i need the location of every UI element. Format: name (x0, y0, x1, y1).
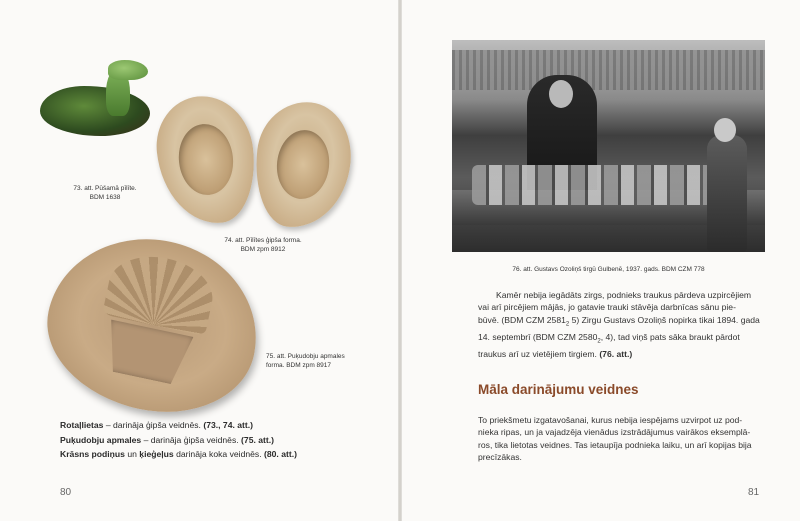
market-photo (452, 40, 765, 252)
caption-fig73: 73. att. Pūšamā pīlīte. BDM 1638 (73, 185, 137, 201)
list-item: Rotaļlietas – darināja ģipša veidnēs. (73., 74. att.) (60, 420, 253, 430)
caption-fig74: 74. att. Pīlītes ģipša forma. BDM zpm 8912 (224, 237, 302, 253)
page-number-right: 81 (748, 487, 760, 498)
caption-fig76: 76. att. Gustavs Ozoliņš tirgū Gulbenē, 1937. gads. BDM CZM 778 (512, 266, 705, 273)
paragraph-sales: Kamēr nebija iegādāts zirgs, podnieks traukus pārdeva uzpircējiem vai arī pircējiem mājās, jo gatavie trauki stāvēja darbnīcas sānu pie- būvē. (BDM CZM $2581_2$ 5) Zirgu Gustavs Ozoliņš nopirka tikai 1894. gada 14. septembrī (BDM CZM $2580_2$, 4), tad viņš pats sāka braukt pārdot traukus arī uz vietējiem tirgiem. (76. att.) (478, 290, 760, 360)
paragraph-molds: To priekšmetu izgatavošanai, kurus nebija iespējams uzvirpot uz pod- nieka ripas, un ja vajadzēja vienādus izstrādājumus vairākos eksemplā- ros, tika lietotas veidnes. Tas ietaupīja podnieka laiku, un arī kopijas bija precīzākas. (478, 415, 752, 463)
page-number-left: 80 (60, 487, 72, 498)
section-heading: Māla darinājumu veidnes (478, 382, 639, 397)
book-gutter (398, 0, 402, 521)
list-item: Puķudobju apmales – darināja ģipša veidnēs. (75. att.) (60, 434, 274, 445)
list-item: Krāsns podiņus un ķieģeļus darināja koka veidnēs. (80. att.) (60, 449, 297, 459)
mold-types-list (60, 418, 380, 462)
caption-fig75: 75. att. Puķudobju apmales forma. BDM zpm 8917 (266, 353, 345, 369)
